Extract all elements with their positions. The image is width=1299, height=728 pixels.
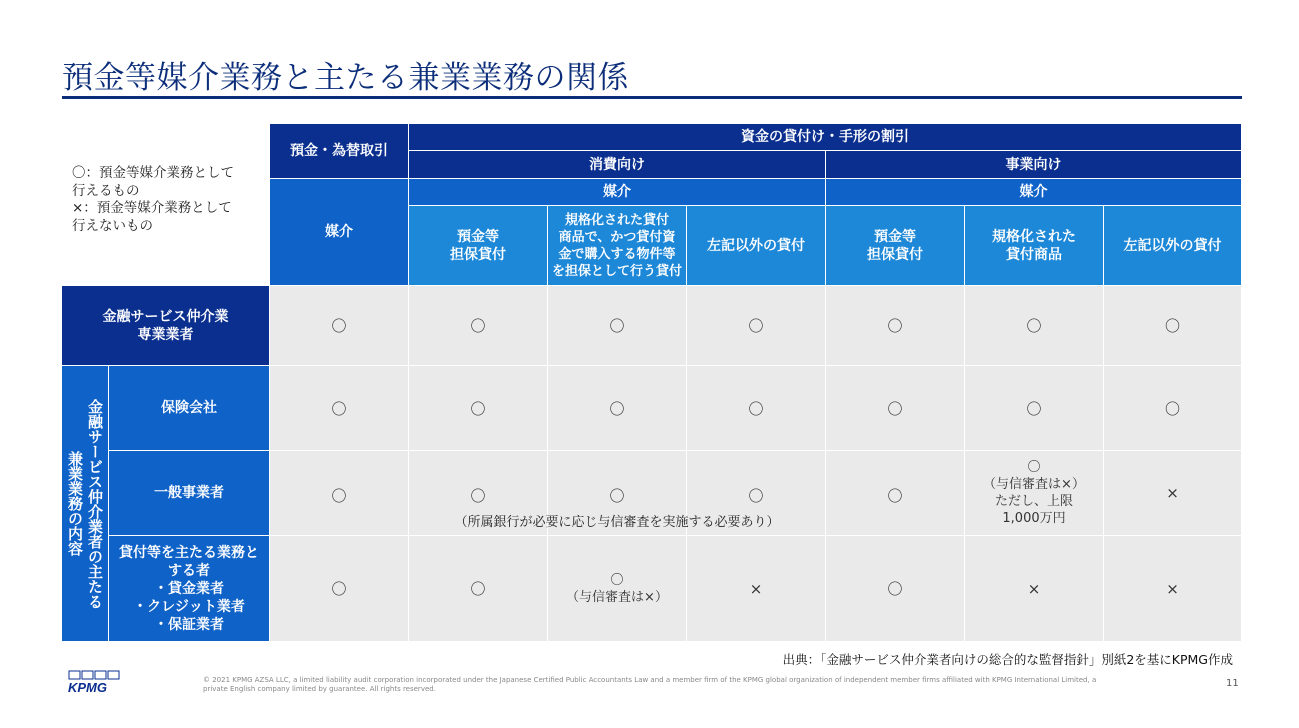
row-label-lenders: 貸付等を主たる業務と する者 ・貸金業者 ・クレジット業者 ・保証業者: [109, 536, 270, 642]
legend-cross-line2: 行えないもの: [72, 217, 153, 234]
header-deposit-mediation: 媒介: [270, 179, 409, 286]
header-business-col-3: 左記以外の貸付: [1104, 206, 1242, 286]
table-cell-r4-c2: 〇: [409, 536, 548, 642]
header-consumer-col-3: 左記以外の貸付: [687, 206, 826, 286]
table-cell-r1-c4: 〇: [687, 286, 826, 366]
table-cell-r2-c7: 〇: [1104, 366, 1242, 451]
row3-note: （所属銀行が必要に応じ与信審査を実施する必要あり）: [454, 515, 780, 530]
table-cell-r4-c1: 〇: [270, 536, 409, 642]
legend-circle-line1: 〇：預金等媒介業務として: [72, 165, 234, 181]
legend: [72, 165, 267, 235]
table-cell-r2-c4: 〇: [687, 366, 826, 451]
kpmg-logo-text: KPMG: [68, 680, 107, 694]
kpmg-logo: [68, 670, 124, 698]
page-title: 預金等媒介業務と主たる兼業業務の関係: [62, 60, 629, 96]
legend-circle-line2: 行えるもの: [72, 182, 140, 199]
table-cell-r3-c2: 〇: [409, 451, 548, 536]
table-cell-r3-c3: 〇: [548, 451, 687, 536]
table-cell-r3-c1: 〇: [270, 451, 409, 536]
side-group-line-2: 兼業業務の内容: [66, 451, 84, 556]
header-business: 事業向け: [826, 151, 1242, 179]
title-divider: [62, 96, 1242, 99]
page-number: 11: [1226, 678, 1239, 689]
header-business-col-2: 規格化された 貸付商品: [965, 206, 1104, 286]
table-cell-r2-c5: 〇: [826, 366, 965, 451]
side-group-line-1: 金融サービス仲介業者の主たる: [86, 398, 104, 609]
table-cell-r4-c5: 〇: [826, 536, 965, 642]
header-loans: 資金の貸付け・手形の割引: [409, 124, 1242, 151]
row-label-specialist: 金融サービス仲介業 専業業者: [62, 286, 270, 366]
source-citation: 出典：「金融サービス仲介業者向けの総合的な監督指針」別紙2を基にKPMG作成: [782, 652, 1233, 667]
row-label-general-business: 一般事業者: [109, 451, 270, 536]
table-cell-r1-c3: 〇: [548, 286, 687, 366]
header-business-mediation: 媒介: [826, 179, 1242, 206]
table-cell-r2-c6: 〇: [965, 366, 1104, 451]
table-cell-r1-c6: 〇: [965, 286, 1104, 366]
table-cell-r3-c5: 〇: [826, 451, 965, 536]
table-cell-r2-c2: 〇: [409, 366, 548, 451]
header-deposits: 預金・為替取引: [270, 124, 409, 179]
header-business-col-1: 預金等 担保貸付: [826, 206, 965, 286]
legend-cross-line1: ×：預金等媒介業務として: [72, 200, 232, 216]
table-cell-r1-c2: 〇: [409, 286, 548, 366]
header-consumer: 消費向け: [409, 151, 826, 179]
table-cell-r1-c7: 〇: [1104, 286, 1242, 366]
table-cell-r1-c1: 〇: [270, 286, 409, 366]
table-cell-r2-c3: 〇: [548, 366, 687, 451]
table-cell-r4-c7: ×: [1104, 536, 1242, 642]
copyright-notice: © 2021 KPMG AZSA LLC, a limited liability audit corporation incorporated under the Japanese Certified Public Accountants Law and a member firm of the KPMG global organization of independent member firms affiliated with KPMG International Limited, a private English company limited by guarantee. All rights reserved.: [203, 676, 1097, 693]
row-label-insurance: 保険会社: [109, 366, 270, 451]
header-consumer-col-1: 預金等 担保貸付: [409, 206, 548, 286]
side-group-label: [62, 366, 109, 642]
table-cell-r4-c6: ×: [965, 536, 1104, 642]
header-consumer-mediation: 媒介: [409, 179, 826, 206]
table-cell-r3-c7: ×: [1104, 451, 1242, 536]
header-consumer-col-2: 規格化された貸付 商品で、かつ貸付資 金で購入する物件等 を担保として行う貸付: [548, 206, 687, 286]
table-cell-r3-c4: 〇: [687, 451, 826, 536]
table-cell-r2-c1: 〇: [270, 366, 409, 451]
table-cell-r4-c3: 〇 （与信審査は×）: [548, 536, 687, 642]
table-cell-r1-c5: 〇: [826, 286, 965, 366]
table-cell-r3-c6: 〇 （与信審査は×） ただし、上限 1,000万円: [965, 451, 1104, 536]
kpmg-logo-mark: [68, 670, 124, 694]
table-cell-r4-c4: ×: [687, 536, 826, 642]
